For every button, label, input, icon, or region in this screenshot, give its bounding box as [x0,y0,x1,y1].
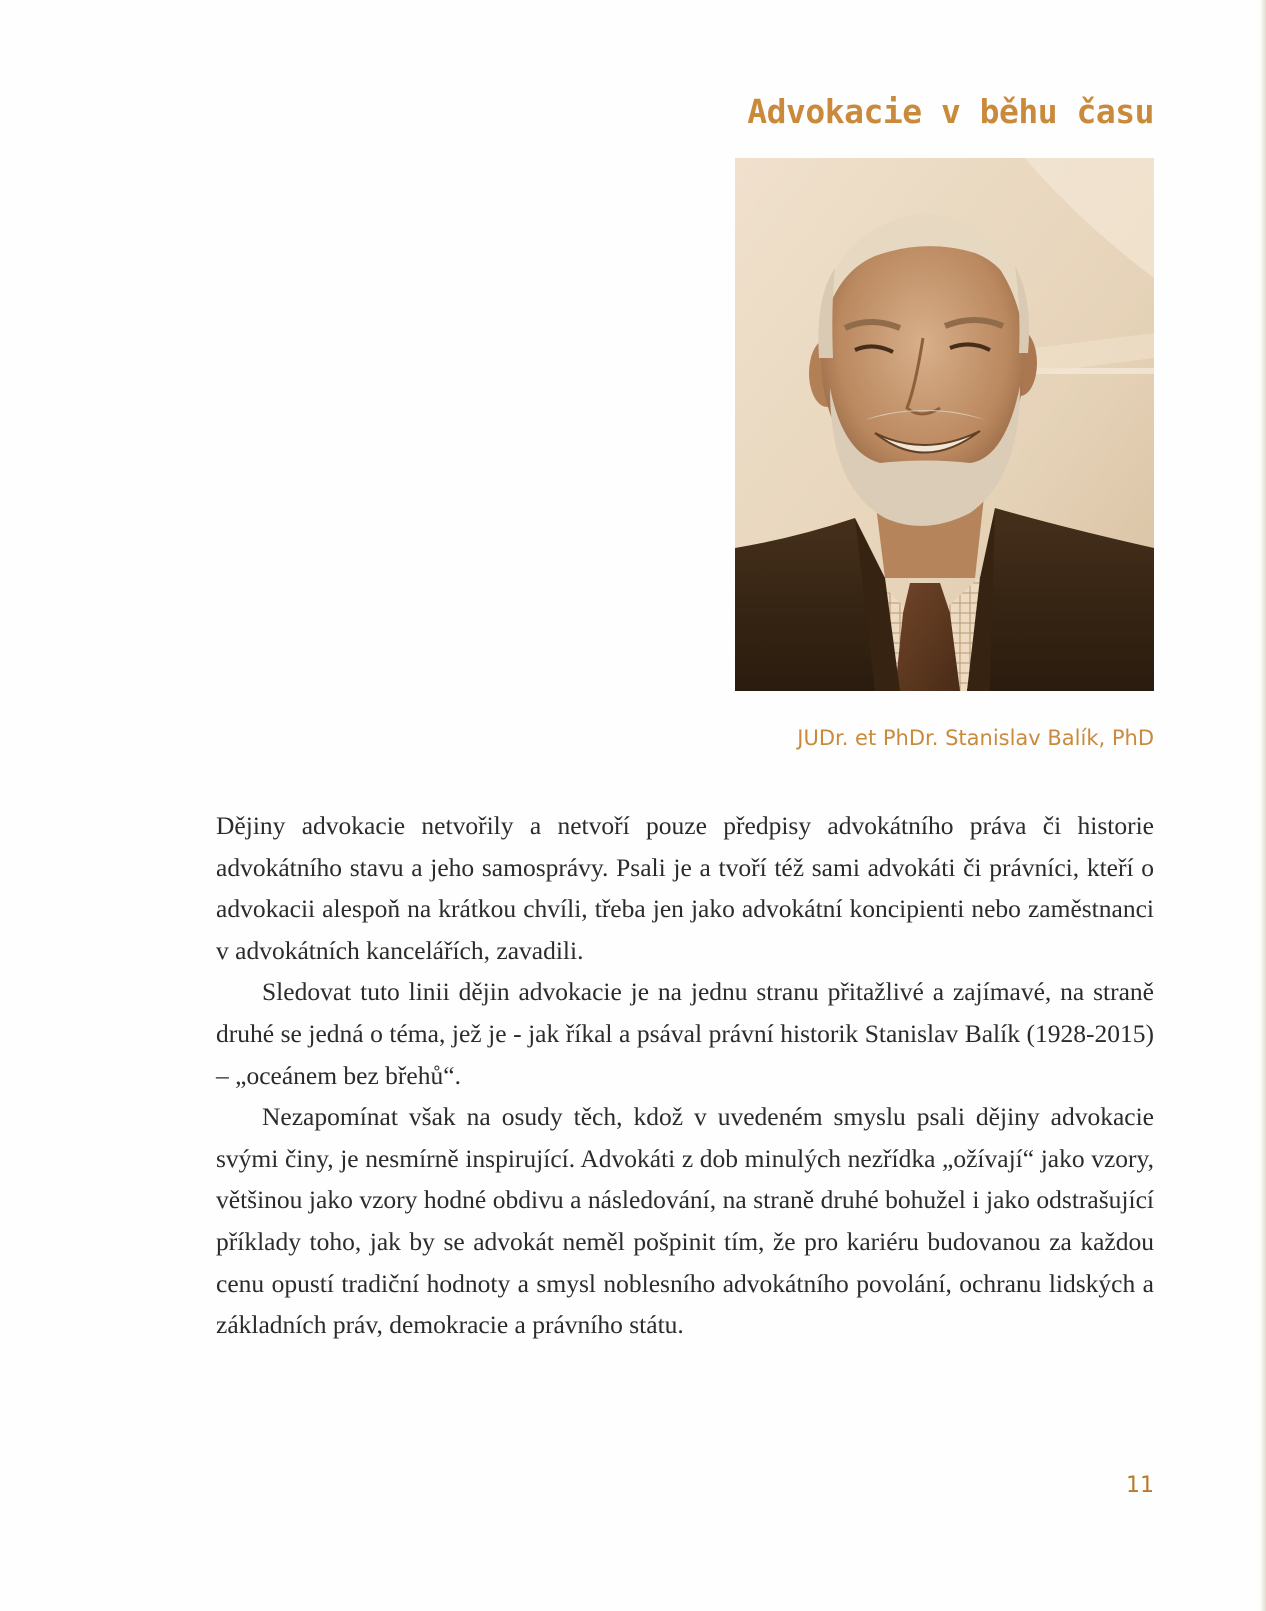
paragraph: Dějiny advokacie netvořily a netvoří pouze předpisy advokátního práva či historie advokátního stavu a jeho samosprávy. Psali je a tvoří též sami advokáti či právníci, kteří o advokacii alespoň na krátkou chvíli, třeba jen jako advokátní koncipienti nebo zaměstnanci v advokátních kancelářích, zavadili. [216,811,1154,965]
paragraph: Nezapomínat však na osudy těch, kdož v uvedeném smyslu psali dějiny advokacie svými činy, je nesmírně inspirující. Advokáti z dob minulých nezřídka „ožívají“ jako vzory, většinou jako vzory hodné obdivu a následování, na straně druhé bohužel i jako odstrašující příklady toho, jak by se advokát neměl pošpinit tím, že pro kariéru budovanou za každou cenu opustí tradiční hodnoty a smysl noblesního advokátního povolání, ochranu lidských a základních práv, demokracie a právního státu. [216,1102,1154,1340]
paragraph: Sledovat tuto linii dějin advokacie je na jednu stranu přitažlivé a zajímavé, na straně druhé se jedná o téma, jež je - jak říkal a psával právní historik Stanislav Balík (1928-2015) – „oceánem bez břehů“. [216,977,1154,1090]
article-body [216,805,1154,1346]
portrait-photo [735,158,1154,691]
page-edge-shadow [1260,0,1266,1611]
page-number: 11 [1126,1473,1154,1498]
page-title: Advokacie v běhu času [747,92,1154,131]
photo-caption: JUDr. et PhDr. Stanislav Balík, PhD [797,726,1154,750]
